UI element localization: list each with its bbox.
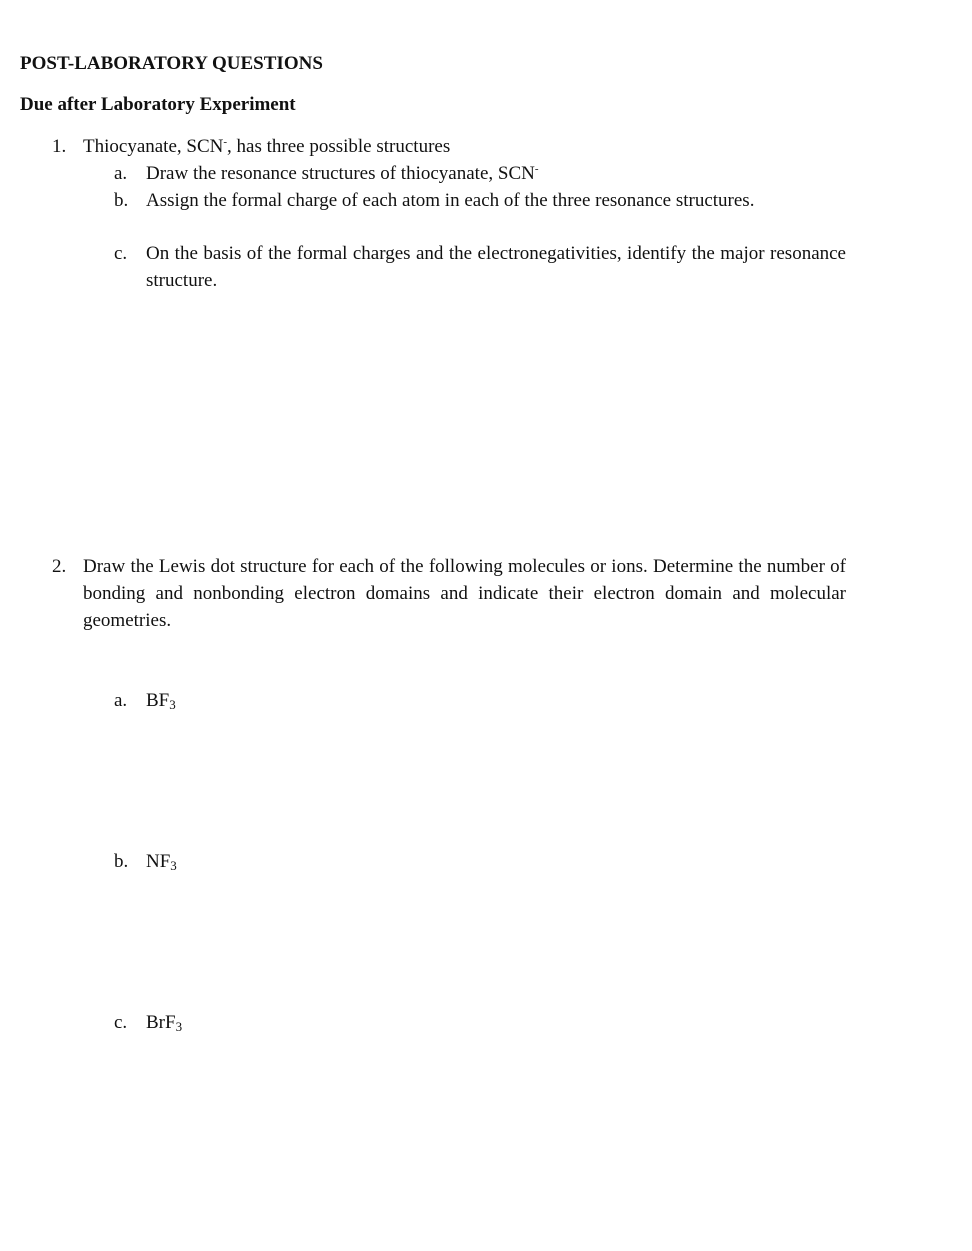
question-2-text: Draw the Lewis dot structure for each of the following molecules or ions. Determine the number of bonding and nonbonding electron domains and indicate their electron domain and molecular geometries. xyxy=(83,556,846,631)
page-subtitle: Due after Laboratory Experiment xyxy=(20,94,296,115)
page-title: POST-LABORATORY QUESTIONS xyxy=(20,53,323,74)
part-letter: b. xyxy=(114,851,129,872)
question-1-number: 1. xyxy=(52,136,67,157)
part-text: On the basis of the formal charges and the electronegativities, identify the major resonance structure. xyxy=(146,243,846,291)
question-2-part-c xyxy=(114,1009,846,1036)
part-letter: a. xyxy=(114,163,128,184)
question-2 xyxy=(52,553,846,634)
question-1-part-a xyxy=(114,160,846,187)
part-letter: c. xyxy=(114,243,128,264)
chemical-formula: $NF_3$ xyxy=(146,851,177,873)
question-1-part-c xyxy=(114,240,846,294)
part-letter: a. xyxy=(114,690,128,711)
question-1 xyxy=(52,133,846,160)
part-letter: b. xyxy=(114,190,129,211)
part-letter: c. xyxy=(114,1012,128,1033)
part-text: Draw the resonance structures of thiocyanate, SCN- xyxy=(146,163,539,184)
part-text: Assign the formal charge of each atom in each of the three resonance structures. xyxy=(146,190,755,211)
question-1-text: Thiocyanate, SCN-, has three possible structures xyxy=(83,136,451,157)
question-2-part-b xyxy=(114,848,846,875)
chemical-formula: BrF$_3$ xyxy=(146,1012,183,1034)
question-2-number: 2. xyxy=(52,556,67,577)
question-2-part-a xyxy=(114,687,846,714)
question-1-part-b xyxy=(114,187,846,214)
chemical-formula: $BF_3$ xyxy=(146,690,176,712)
